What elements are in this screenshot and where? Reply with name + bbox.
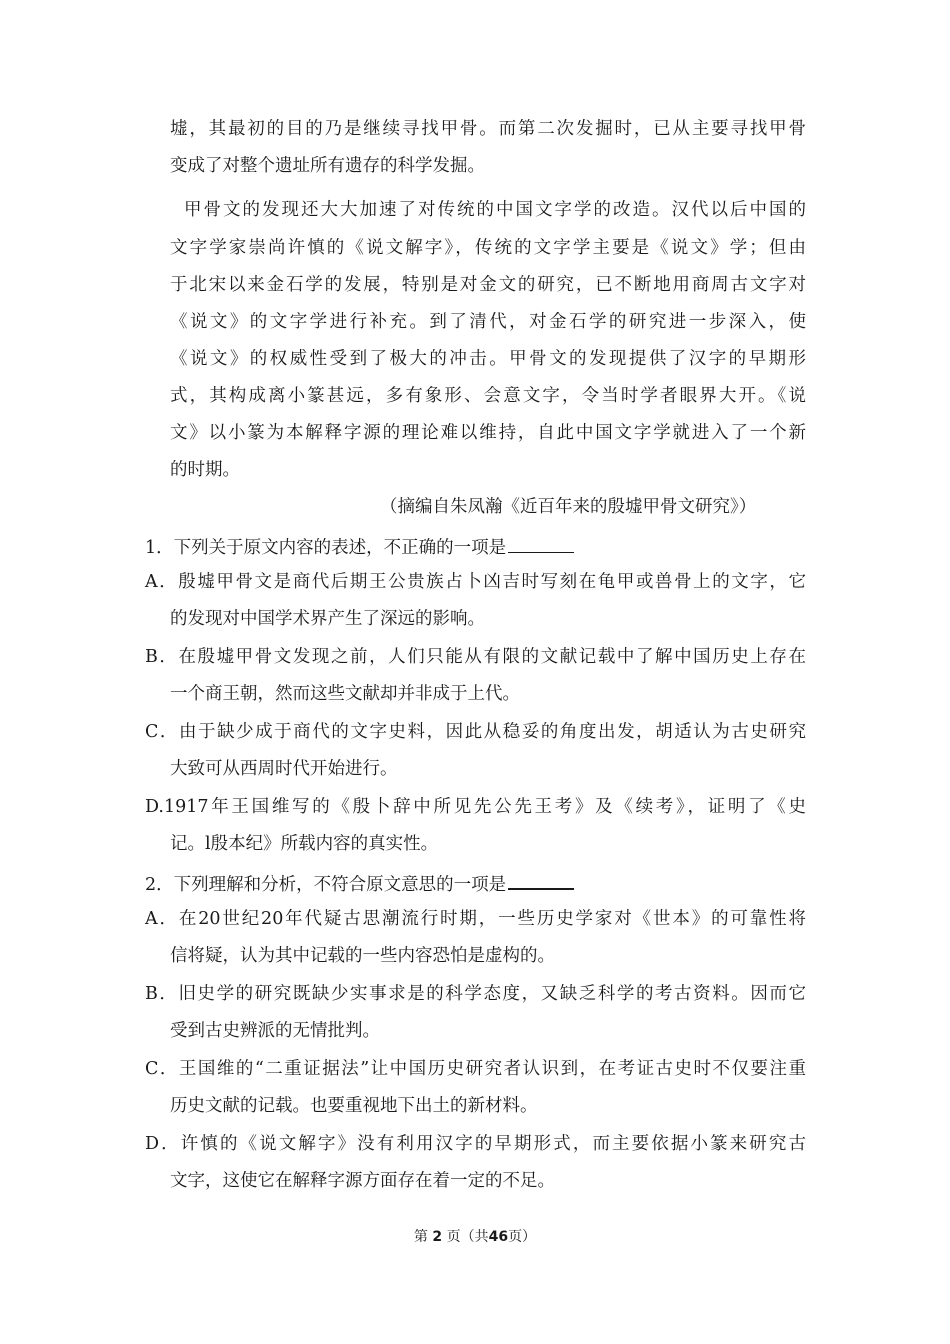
option-line: 信将疑，认为其中记载的一些内容恐怕是虚构的。 [170, 946, 555, 966]
passage-line: 甲骨文的发现还大大加速了对传统的中国文字学的改造。汉代以后中国的 [184, 200, 806, 220]
option-line: B．旧史学的研究既缺少实事求是的科学态度，又缺乏科学的考古资料。因而它 [145, 984, 806, 1004]
option-line: 的发现对中国学术界产生了深远的影响。 [170, 609, 485, 629]
option-line: 受到古史辨派的无情批判。 [170, 1021, 380, 1041]
option-line: A．在20世纪20年代疑古思潮流行时期，一些历史学家对《世本》的可靠性将 [145, 909, 806, 929]
question-stem [145, 870, 574, 894]
passage-line: 文字学家崇尚许慎的《说文解字》，传统的文字学主要是《说文》学；但由 [170, 238, 806, 258]
option-line: D．许慎的《说文解字》没有利用汉字的早期形式，而主要依据小篆来研究古 [145, 1134, 806, 1154]
passage-line: 墟，其最初的目的乃是继续寻找甲骨。而第二次发掘时，已从主要寻找甲骨 [170, 119, 806, 139]
option-line: 一个商王朝，然而这些文献却并非成于上代。 [170, 684, 520, 704]
passage-line: 的时期。 [170, 460, 240, 480]
footer-prefix: 第 [413, 1229, 428, 1245]
passage-line: 文》以小篆为本解释字源的理论难以维持，自此中国文字学就进入了一个新 [170, 423, 806, 443]
option-line: C．由于缺少成于商代的文字史料，因此从稳妥的角度出发，胡适认为古史研究 [145, 722, 806, 742]
option-line: B．在殷墟甲骨文发现之前，人们只能从有限的文献记载中了解中国历史上存在 [145, 647, 806, 667]
passage-line: 变成了对整个遗址所有遗存的科学发掘。 [170, 156, 485, 176]
passage-line: 《说文》的权威性受到了极大的冲击。甲骨文的发现提供了汉字的早期形 [170, 349, 806, 369]
total-pages: 46 [488, 1229, 509, 1245]
option-line: 记。l殷本纪》所载内容的真实性。 [170, 834, 439, 854]
page-number: 2 [432, 1229, 443, 1245]
question-stem-text: 2．下列理解和分析，不符合原文意思的一项是 [145, 875, 507, 895]
passage-line: 《说文》的文字学进行补充。到了清代，对金石学的研究进一步深入，使 [170, 312, 806, 332]
passage-line: 式，其构成离小篆甚远，多有象形、会意文字，令当时学者眼界大开。《说 [170, 386, 806, 406]
option-line: D.1917年王国维写的《殷卜辞中所见先公先王考》及《续考》，证明了《史 [145, 797, 806, 817]
passage-line: 于北宋以来金石学的发展，特别是对金文的研究，已不断地用商周古文字对 [170, 275, 806, 295]
option-line: C．王国维的“二重证据法”让中国历史研究者认识到，在考证古史时不仅要注重 [145, 1059, 806, 1079]
answer-blank[interactable] [508, 534, 574, 553]
option-line: A．殷墟甲骨文是商代后期王公贵族占卜凶吉时写刻在龟甲或兽骨上的文字，它 [145, 572, 806, 592]
question-stem [145, 534, 574, 558]
option-line: 大致可从西周时代开始进行。 [170, 759, 398, 779]
page-footer [0, 1228, 950, 1246]
footer-middle: 页（共 [446, 1229, 489, 1245]
question-stem-text: 1．下列关于原文内容的表述，不正确的一项是 [145, 538, 507, 558]
option-line: 文字，这使它在解释字源方面存在着一定的不足。 [170, 1171, 555, 1191]
source-citation: （摘编自朱凤瀚《近百年来的殷墟甲骨文研究》） [380, 497, 757, 517]
option-line: 历史文献的记载。也要重视地下出土的新材料。 [170, 1096, 538, 1116]
footer-suffix: 页） [508, 1229, 537, 1245]
answer-blank[interactable] [508, 870, 574, 890]
